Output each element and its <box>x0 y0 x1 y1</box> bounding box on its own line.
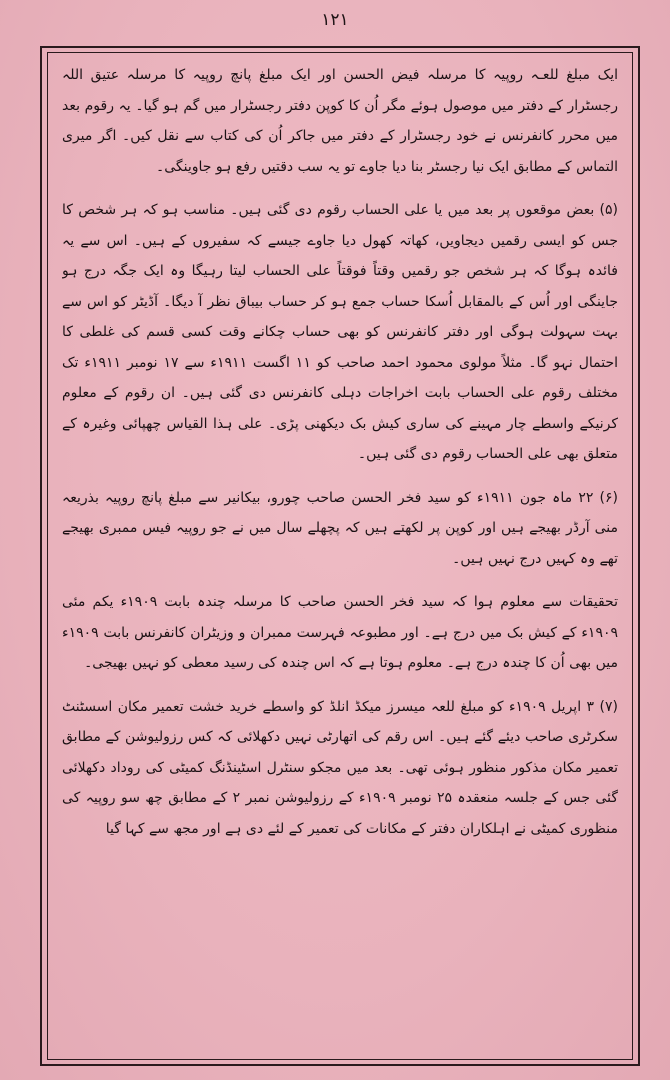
paragraph-1-continuation: ایک مبلغ للعـہ روپیہ کا مرسلہ فیض الحسن اور ایک مبلغ پانچ روپیہ کا مرسلہ عتیق اللہ رجسٹرار کے دفتر میں موصول ہوئے مگر اُن کا کوپن دفتر رجسٹرار میں گم ہو گیا۔ یہ رقوم بعد میں محرر کانفرنس نے خود رجسٹرار کے دفتر میں جاکر اُن کی کتاب سے نقل کیں۔ اگر میری التماس کے مطابق ایک نیا رجسٹر بنا دیا جاوے تو یہ سب دقتیں رفع ہو جاوینگی۔ <box>62 67 618 175</box>
paragraph-investigation: تحقیقات سے معلوم ہوا کہ سید فخر الحسن صاحب کا مرسلہ چندہ بابت ۱۹۰۹ء یکم مئی ۱۹۰۹ء کے کیش بک میں درج ہے۔ اور مطبوعہ فہرست ممبران و وزیٹران کانفرنس بابت ۱۹۰۹ء میں بھی اُن کا چندہ درج ہے۔ معلوم ہوتا ہے کہ اس چندہ کی رسید معطی کو نہیں بھیجی۔ <box>62 594 618 671</box>
paragraph-7: (۷) ۳ اپریل ۱۹۰۹ء کو مبلغ للعہ میسرز میکڈ انلڈ کو واسطے خرید خشت تعمیر مکان اسسٹنٹ سکرٹری صاحب دیئے گئے ہیں۔ اس رقم کی اتھارٹی نہیں دکھلائی کہ کس رزولیوشن کے مطابق تعمیر مکان مذکور منظور ہوئی تھی۔ بعد میں مجکو سنٹرل اسٹینڈنگ کمیٹی کی روداد دکھلائی گئی جس کے جلسہ منعقدہ ۲۵ نومبر ۱۹۰۹ء کے رزولیوشن نمبر ۲ کے مطابق چھ سو روپیہ کی منظوری کمیٹی نے اہلکاران دفتر کے مکانات کی تعمیر کے لئے دی ہے اور مجھ سے کہا گیا <box>62 698 618 837</box>
page-number: ۱۲۱ <box>321 10 349 30</box>
body-text <box>62 60 618 1050</box>
paragraph-6: (۶) ۲۲ ماہ جون ۱۹۱۱ء کو سید فخر الحسن صاحب چورو، بیکانیر سے مبلغ پانچ روپیہ بذریعہ منی آرڈر بھیجے ہیں اور کوپن پر لکھتے ہیں کہ پچھلے سال میں نے جو روپیہ فیس ممبری بھیجے تھے وہ کہیں درج نہیں ہیں۔ <box>62 489 618 567</box>
paragraph-5: (۵) بعض موقعوں پر بعد میں یا علی الحساب رقوم دی گئی ہیں۔ مناسب ہو کہ ہر شخص کا جس کو ایسی رقمیں دیجاویں، کھاتہ کھول دیا جاوے جیسے کہ سفیروں کے ہیں۔ اس سے یہ فائدہ ہوگا کہ ہر شخص جو رقمیں وقتاً فوقتاً علی الحساب لیتا رہیگا وہ ایک جگہ درج ہو جاینگی اور اُس کے بالمقابل اُسکا حساب جمع ہو کر حساب بیباق نظر آ دیگا۔ آڈیٹر کو اس سے بہت سہولت ہوگی اور دفتر کانفرنس کو بھی حساب چکانے وقت کسی قسم کی غلطی کا احتمال نہو گا۔ مثلاً مولوی محمود احمد صاحب کو ۱۱ اگست ۱۹۱۱ء سے ۱۷ نومبر ۱۹۱۱ء تک مختلف رقوم علی الحساب بابت اخراجات دہلی کانفرنس دی گئی ہیں۔ ان رقوم کے معلوم کرنیکے واسطے چار مہینے کی ساری کیش بک دیکھنی پڑی۔ علی ہذا القیاس چھپائی وغیرہ کے متعلق بھی علی الحساب رقوم دی گئی ہیں۔ <box>62 202 618 462</box>
